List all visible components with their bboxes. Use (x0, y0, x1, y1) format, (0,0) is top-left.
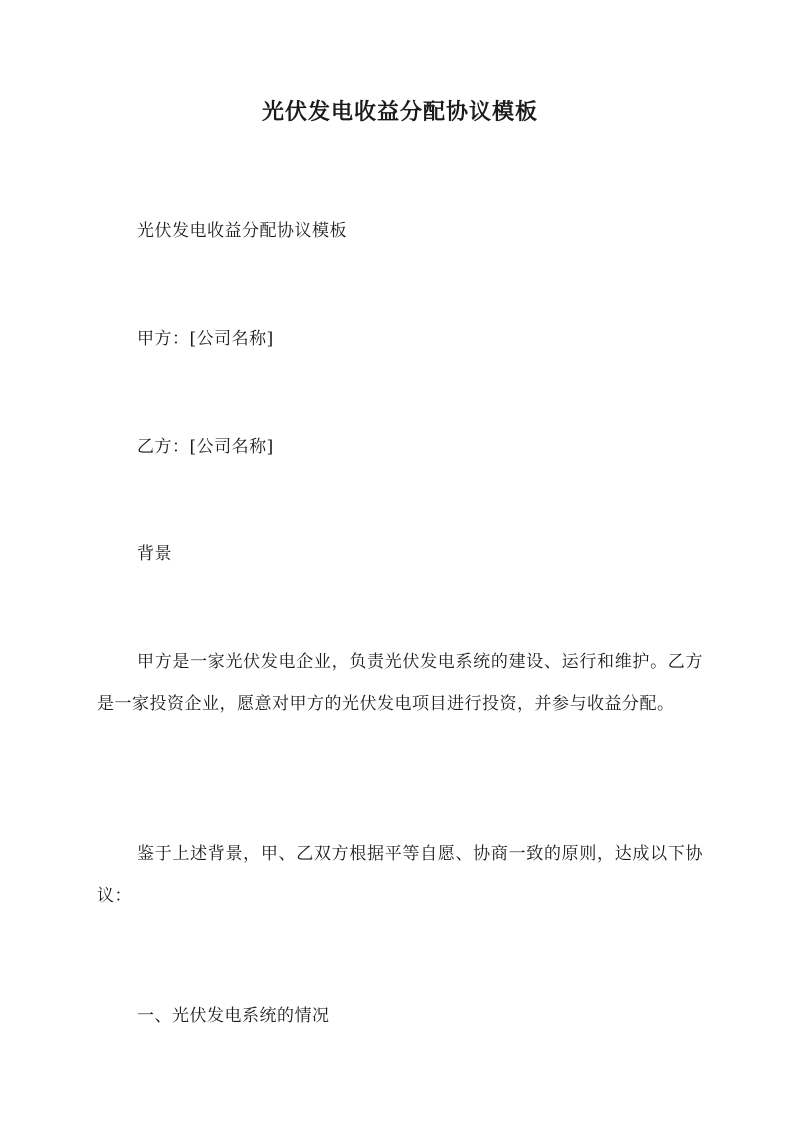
section-1-heading: 一、光伏发电系统的情况 (137, 1006, 330, 1026)
subtitle-paragraph: 光伏发电收益分配协议模板 (137, 221, 347, 241)
agreement-intro-paragraph: 鉴于上述背景，甲、乙双方根据平等自愿、协商一致的原则，达成以下协议： (97, 844, 703, 906)
party-b-paragraph: 乙方：[公司名称] (137, 437, 274, 457)
party-a-paragraph: 甲方：[公司名称] (137, 329, 274, 349)
background-heading: 背景 (137, 544, 172, 564)
background-paragraph: 甲方是一家光伏发电企业，负责光伏发电系统的建设、运行和维护。乙方是一家投资企业，愿意对甲方的光伏发电项目进行投资，并参与收益分配。 (97, 652, 703, 714)
document-title: 光伏发电收益分配协议模板 (261, 99, 538, 125)
